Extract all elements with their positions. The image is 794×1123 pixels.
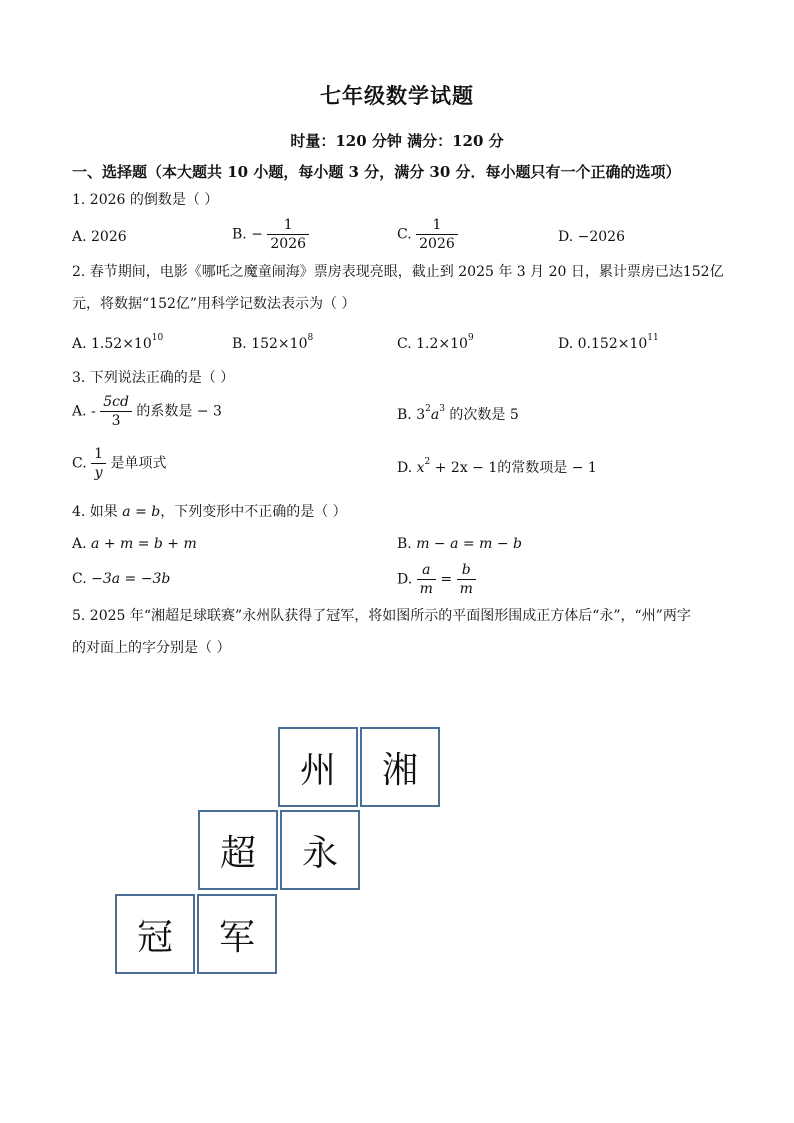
numerator: b [457, 561, 476, 580]
q1-option-c [397, 216, 458, 253]
option-value: 1.52×10 [91, 336, 152, 352]
exponent: 8 [307, 333, 314, 343]
option-label: B. [397, 536, 412, 552]
q2-option-c [397, 333, 474, 352]
option-label: B. [397, 407, 412, 423]
stem-text: 4. 如果 [72, 504, 118, 520]
fraction [417, 561, 436, 598]
fraction [91, 445, 106, 482]
q3-option-c [72, 445, 167, 482]
q1-option-b [232, 216, 309, 253]
equals-sign: = [440, 571, 453, 588]
q5-stem-line1: 5. 2025 年“湘超足球联赛”永州队获得了冠军，将如图所示的平面图形围成正方体后“永”，“州”两字 [72, 608, 691, 624]
denominator: 3 [111, 413, 121, 429]
option-text: 的常数项是 − 1 [497, 460, 597, 476]
option-value: a + m = b + m [91, 536, 197, 552]
option-label: A. [72, 536, 87, 552]
option-value: −3a = −3b [91, 571, 171, 587]
net-cell-xiang: 湘 [360, 727, 440, 807]
exponent: 11 [647, 333, 659, 343]
numerator: 1 [91, 445, 106, 464]
option-label: A. [72, 229, 87, 245]
option-label: D. [397, 460, 413, 476]
numerator: 1 [416, 216, 458, 235]
q4-option-b [397, 536, 522, 552]
coefficient: 3 [416, 407, 426, 423]
option-value: 2026 [91, 229, 127, 245]
fraction [416, 216, 458, 253]
q2-stem-line2: 元，将数据“152亿”用科学记数法表示为（ ） [72, 296, 356, 312]
exponent: 2 [425, 404, 431, 414]
q4-option-d [397, 561, 476, 598]
net-cell-chao: 超 [198, 810, 278, 890]
option-label: D. [558, 336, 574, 352]
q3-option-d [397, 457, 597, 477]
q2-option-d [558, 333, 659, 352]
exam-meta: 时量：120 分钟 满分：120 分 [290, 132, 504, 150]
q4-option-a [72, 536, 197, 552]
denominator: 2026 [270, 236, 307, 252]
option-label: C. [397, 336, 412, 352]
q2-option-b [232, 333, 313, 352]
stem-text: ，下列变形中不正确的是（ ） [160, 504, 347, 520]
net-cell-guan: 冠 [115, 894, 195, 974]
variable: x [416, 460, 425, 476]
q5-stem-line2: 的对面上的字分别是（ ） [72, 640, 231, 656]
option-text: 的系数是 − 3 [136, 403, 222, 420]
q4-option-c [72, 571, 170, 587]
option-label: D. [558, 229, 574, 245]
numerator: 1 [267, 216, 309, 235]
numerator: a [417, 561, 436, 580]
net-cell-zhou: 州 [278, 727, 358, 807]
option-label: C. [72, 571, 87, 587]
option-label: A. [72, 336, 87, 352]
denominator: y [94, 465, 103, 481]
variable: a [430, 407, 440, 423]
fraction [457, 561, 476, 598]
option-label: B. [232, 226, 247, 243]
denominator: m [419, 581, 433, 597]
net-cell-jun: 军 [197, 894, 277, 974]
exponent: 10 [151, 333, 164, 343]
exponent: 2 [424, 457, 431, 467]
q2-option-a [72, 333, 163, 352]
exponent: 3 [439, 404, 445, 414]
option-value: 0.152×10 [577, 336, 648, 352]
section-heading: 一、选择题（本大题共 10 小题，每小题 3 分，满分 30 分．每小题只有一个正确的选项） [72, 163, 681, 181]
expression: + 2x − 1 [430, 460, 498, 476]
q3-stem: 3. 下列说法正确的是（ ） [72, 370, 235, 386]
q1-option-a [72, 229, 127, 245]
option-value: 1.2×10 [416, 336, 468, 352]
option-text: 的次数是 5 [449, 407, 519, 423]
option-text: 是单项式 [110, 455, 167, 472]
numerator: 5cd [100, 393, 132, 412]
option-label: A. [72, 403, 87, 420]
q2-stem-line1: 2. 春节期间，电影《哪吒之魔童闹海》票房表现亮眼，截止到 2025 年 3 月 20 日，累计票房已达152亿 [72, 264, 724, 280]
net-cell-yong: 永 [280, 810, 360, 890]
option-value: 152×10 [251, 336, 308, 352]
option-label: C. [72, 455, 87, 472]
fraction [100, 393, 132, 430]
option-value: m − a = m − b [416, 536, 522, 552]
option-label: C. [397, 226, 412, 243]
stem-expression: a = b [122, 504, 161, 520]
q1-option-d [558, 229, 625, 245]
option-value: −2026 [577, 229, 625, 245]
q1-stem: 1. 2026 的倒数是（ ） [72, 192, 219, 208]
q4-stem [72, 502, 347, 522]
q3-option-b [397, 404, 519, 424]
denominator: m [459, 581, 473, 597]
exponent: 9 [467, 333, 474, 343]
option-label: B. [232, 336, 247, 352]
option-label: D. [397, 571, 413, 588]
sign: - [91, 403, 96, 420]
page-title: 七年级数学试题 [320, 83, 474, 108]
denominator: 2026 [419, 236, 455, 252]
sign: − [251, 226, 263, 243]
fraction [267, 216, 309, 253]
q3-option-a [72, 393, 222, 430]
